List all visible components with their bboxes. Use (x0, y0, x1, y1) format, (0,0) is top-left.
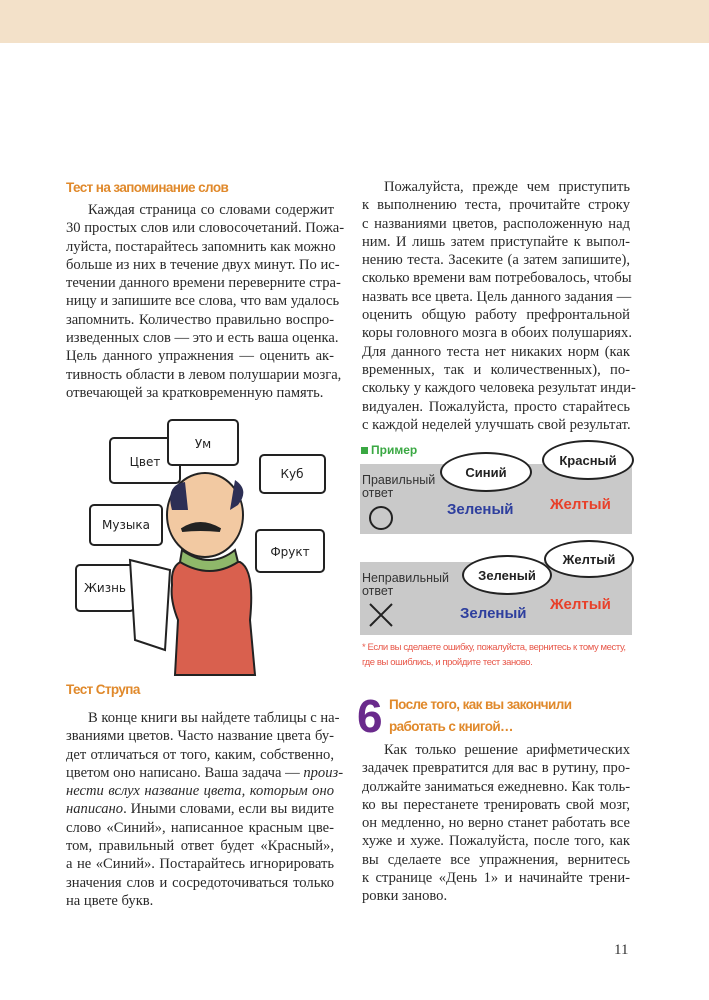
text-line: Цель данного упражнения — оценить ак- (66, 348, 334, 365)
text-line: вы сделаете все упражнения, вернитесь (362, 851, 630, 868)
text-line (66, 746, 334, 764)
section6-heading-line2: работать с книгой… (389, 719, 513, 734)
speech-bubble-answer: Синий (440, 452, 532, 492)
stroop-instructions-paragraph (362, 178, 636, 434)
text-line (66, 727, 334, 745)
correct-answer-label: Правильный ответ (362, 473, 436, 500)
text-line: хуже и хуже. Пожалуйста, после того, как (362, 833, 630, 850)
circle-correct-icon (369, 506, 393, 530)
text-segment: а не «Синий». Постарайтесь игнорировать (66, 856, 334, 873)
text-line: Пожалуйста, прежде чем приступить (384, 179, 630, 195)
text-line: отвечающей за кратковременную память. (66, 384, 324, 401)
example-title-text: Пример (371, 443, 418, 457)
bubble-word: Музыка (102, 518, 150, 532)
italic-text: нести вслух название цвета, которым оно (66, 783, 334, 800)
heading-stroop-test: Тест Струпа (66, 682, 140, 697)
color-word-blue: Зеленый (460, 605, 527, 622)
text-line: 30 простых слов или словосочетаний. Пожа- (66, 220, 345, 237)
text-line: Для данного теста нет никаких норм (как (362, 343, 630, 360)
text-segment: на цвете букв. (66, 892, 154, 909)
text-segment: том, правильный ответ будет «Красный», (66, 838, 334, 855)
header-band (0, 0, 709, 43)
bubble-word: Цвет (129, 455, 161, 469)
italic-text: написано (66, 801, 124, 818)
text-line (66, 855, 334, 873)
text-line (66, 874, 334, 892)
text-line: должайте заниматься ежедневно. Как толь- (362, 778, 631, 795)
text-line: скольку у каждого человека результат инди- (362, 380, 636, 397)
text-line: с названиями цветов, расположенную над (362, 215, 630, 232)
text-segment: цветом оно написано. Ваша задача — (66, 764, 304, 781)
text-segment: слово «Синий», написанное красным цве- (66, 819, 334, 836)
text-segment: В конце книги вы найдете таблицы с на- (88, 710, 340, 726)
color-word-blue: Зеленый (447, 501, 514, 518)
memory-test-paragraph (66, 201, 345, 402)
text-line (66, 892, 334, 910)
square-bullet-icon (361, 447, 368, 454)
text-line (66, 800, 334, 818)
text-line (66, 709, 340, 727)
text-line: видуален. Пожалуйста, просто старайтесь (362, 398, 630, 415)
color-word-red: Желтый (550, 496, 611, 513)
text-line: изведенных слов — это и есть ваша оценка. (66, 330, 339, 347)
text-line (66, 782, 334, 800)
text-line: назвать все цвета. Цель данного задания — (362, 288, 632, 305)
page-number: 11 (614, 942, 629, 958)
speech-bubble-answer: Зеленый (462, 555, 552, 595)
text-line: с каждой неделей улучшать свой результат. (362, 416, 631, 433)
text-line: сколько времени вам потребовалось, чтобы (362, 270, 632, 287)
text-line (66, 837, 334, 855)
bubble-word: Куб (280, 467, 304, 481)
example-title (361, 443, 417, 457)
text-line: он медленно, но верно станет работать все (362, 815, 630, 832)
italic-text: произ- (303, 764, 344, 781)
text-line: запомнить. Количество правильно воспро- (66, 311, 334, 328)
speech-bubble-answer: Красный (542, 440, 634, 480)
section6-heading-line1: После того, как вы закончили (389, 697, 572, 712)
section6-paragraph (362, 741, 630, 906)
stroop-test-paragraph (66, 709, 344, 910)
text-line: Каждая страница со словами содержит (88, 202, 334, 218)
example-footnote: * Если вы сделаете ошибку, пожалуйста, вернитесь к тому месту, где вы ошиблись, и пройдите тест заново. (362, 642, 626, 668)
text-line: нению теста. Засеките (а затем запишите), (362, 252, 630, 269)
speech-bubble-answer: Желтый (544, 540, 634, 578)
wrong-answer-label: Неправильный ответ (362, 571, 449, 598)
text-segment: . Иными словами, если вы видите (123, 801, 334, 818)
text-line: временных, так и количественных), по- (362, 361, 630, 378)
cross-wrong-icon (368, 602, 394, 628)
bubble-word: Жизнь (83, 581, 127, 595)
text-segment: значения слов и сосредоточиваться только (66, 874, 334, 891)
text-line: луйста, постарайтесь запомнить как можно (66, 238, 336, 255)
text-line: Как только решение арифметических (384, 742, 630, 758)
text-segment: званиями цветов. Часто название цвета бу- (66, 728, 334, 745)
text-line: ницу и запишите все слова, что вам удалось (66, 293, 340, 310)
color-word-red: Желтый (550, 596, 611, 613)
text-line: к выполнению теста, прочитайте строку (362, 197, 630, 214)
text-line: ним. И лишь затем приступайте к выпол- (362, 233, 630, 250)
text-line (66, 764, 344, 782)
heading-memory-test: Тест на запоминание слов (66, 180, 229, 195)
illustration-man-with-word-bubbles (60, 410, 330, 680)
text-segment: дет отличаться от того, каким, собственно, (66, 746, 334, 763)
text-line (66, 819, 334, 837)
text-line: тивность области в левом полушарии мозга, (66, 366, 342, 383)
text-line: больше из них в течение двух минут. По ис- (66, 256, 340, 273)
section-number: 6 (357, 690, 383, 742)
text-line: течении данного времени переверните стра- (66, 275, 341, 292)
bubble-word: Ум (194, 437, 212, 451)
bubble-word: Фрукт (270, 545, 310, 559)
text-line: ко вы перестанете тренировать свой мозг, (362, 796, 630, 813)
text-line: оценить общую работу префронтальной (362, 307, 630, 324)
text-line: задачек превратится для вас в рутину, про- (362, 760, 630, 777)
text-line: к странице «День 1» и начинайте трени- (362, 870, 630, 887)
text-line: ровки заново. (362, 888, 448, 905)
text-line: коры головного мозга в обоих полушариях. (362, 325, 632, 342)
